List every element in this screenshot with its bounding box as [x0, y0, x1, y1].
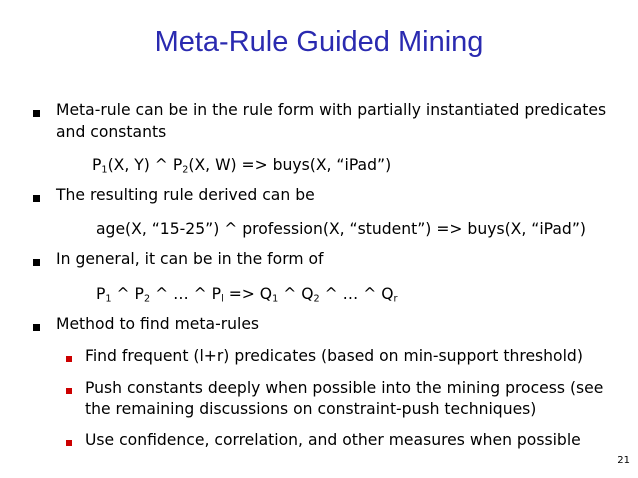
bullet-marker: [33, 110, 40, 117]
sub-bullet-text: Push constants deeply when possible into the mining process (see: [85, 379, 604, 397]
sub-bullet-marker: [66, 440, 72, 446]
bullet-text: Method to find meta-rules: [56, 315, 260, 333]
formula-derived-rule: age(X, “15-25”) ^ profession(X, “student”) => buys(X, “iPad”): [96, 220, 586, 238]
bullet-marker: [33, 259, 40, 266]
sub-bullet-marker: [66, 356, 72, 362]
formula-general-form: $P_1$ ^ $P_2$ ^ … ^ $P_l => Q_1$ ^ $Q_2$ ^ … ^ $Q_r$: [96, 285, 398, 305]
bullet-marker: [33, 324, 40, 331]
bullet-text-continued: and constants: [56, 123, 167, 141]
bullet-text: The resulting rule derived can be: [56, 186, 315, 204]
bullet-text: In general, it can be in the form of: [56, 250, 324, 268]
bullet-marker: [33, 195, 40, 202]
sub-bullet-text: Find frequent (l+r) predicates (based on min-support threshold): [85, 347, 583, 365]
sub-bullet-text-continued: the remaining discussions on constraint-push techniques): [85, 400, 537, 418]
sub-bullet-text: Use confidence, correlation, and other measures when possible: [85, 431, 581, 449]
slide-title: Meta-Rule Guided Mining: [154, 26, 484, 58]
page-number: 21: [617, 455, 630, 466]
sub-bullet-marker: [66, 388, 72, 394]
bullet-text: Meta-rule can be in the rule form with partially instantiated predicates: [56, 101, 607, 119]
formula-meta-rule: $P_1(X$, Y) ^ $P_2(X$, W) => buys(X, “iPad”): [92, 156, 392, 176]
